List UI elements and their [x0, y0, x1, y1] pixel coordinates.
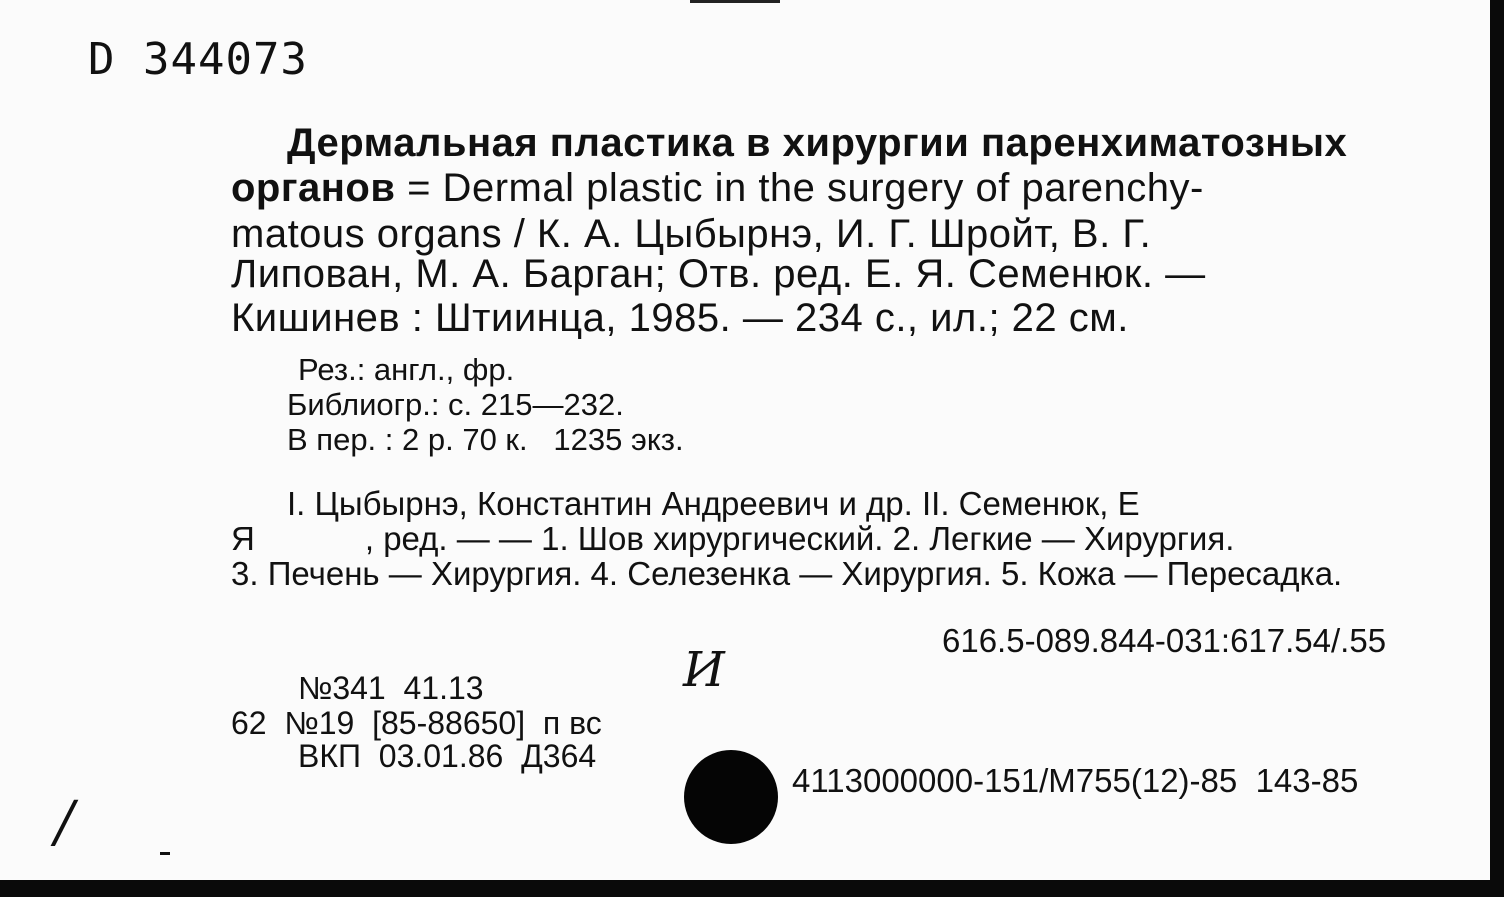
small-dash [160, 852, 170, 855]
scan-border-bottom [0, 880, 1504, 897]
title-line-4 [231, 254, 1206, 294]
ink-blot [684, 750, 778, 844]
title-line-5 [231, 298, 1129, 338]
note-bibliography: Библиогр.: с. 215—232. [287, 387, 624, 422]
title-bold-1: Дермальная пластика в хирургии паренхиматозных [287, 121, 1348, 165]
title-line-3 [231, 214, 1151, 254]
registration-line-3: ВКП 03.01.86 Д364 [298, 738, 597, 774]
note-summary: Рез.: англ., фр. [298, 352, 515, 387]
tracing-line-3: 3. Печень — Хирургия. 4. Селезенка — Хирургия. 5. Кожа — Пересадка. [231, 555, 1343, 592]
handwritten-stroke: / [55, 790, 74, 855]
title-rest-3: matous organs / К. А. Цыбырнэ, И. Г. Шройт, В. Г. [231, 212, 1152, 256]
registration-line-1: №341 41.13 [298, 670, 484, 706]
title-line-2 [231, 168, 1204, 208]
handwritten-mark: И [683, 642, 725, 698]
udc-code: 616.5-089.844-031:617.54/.55 [942, 622, 1387, 659]
title-bold-2: органов [231, 166, 396, 210]
scan-border-right [1490, 0, 1504, 897]
catalog-code: 4113000000-151/М755(12)-85 143-85 [792, 762, 1359, 799]
note-price: В пер. : 2 р. 70 к. 1235 экз. [287, 422, 684, 457]
top-edge-mark [690, 0, 780, 3]
title-line-1 [287, 123, 1347, 163]
title-rest-4: Липован, М. А. Барган; Отв. ред. Е. Я. Семенюк. — [231, 252, 1206, 296]
tracing-line-2: Я , ред. — — 1. Шов хирургический. 2. Легкие — Хирургия. [231, 520, 1235, 557]
registration-line-2: 62 №19 [85-88650] п вс [231, 705, 602, 741]
call-number: D 344073 [88, 34, 308, 85]
title-rest-2: = Dermal plastic in the surgery of parenchy- [395, 166, 1204, 210]
title-rest-5: Кишинев : Штиинца, 1985. — 234 с., ил.; 22 см. [231, 296, 1129, 340]
tracing-line-1: I. Цыбырнэ, Константин Андреевич и др. II. Семенюк, Е [287, 485, 1140, 522]
